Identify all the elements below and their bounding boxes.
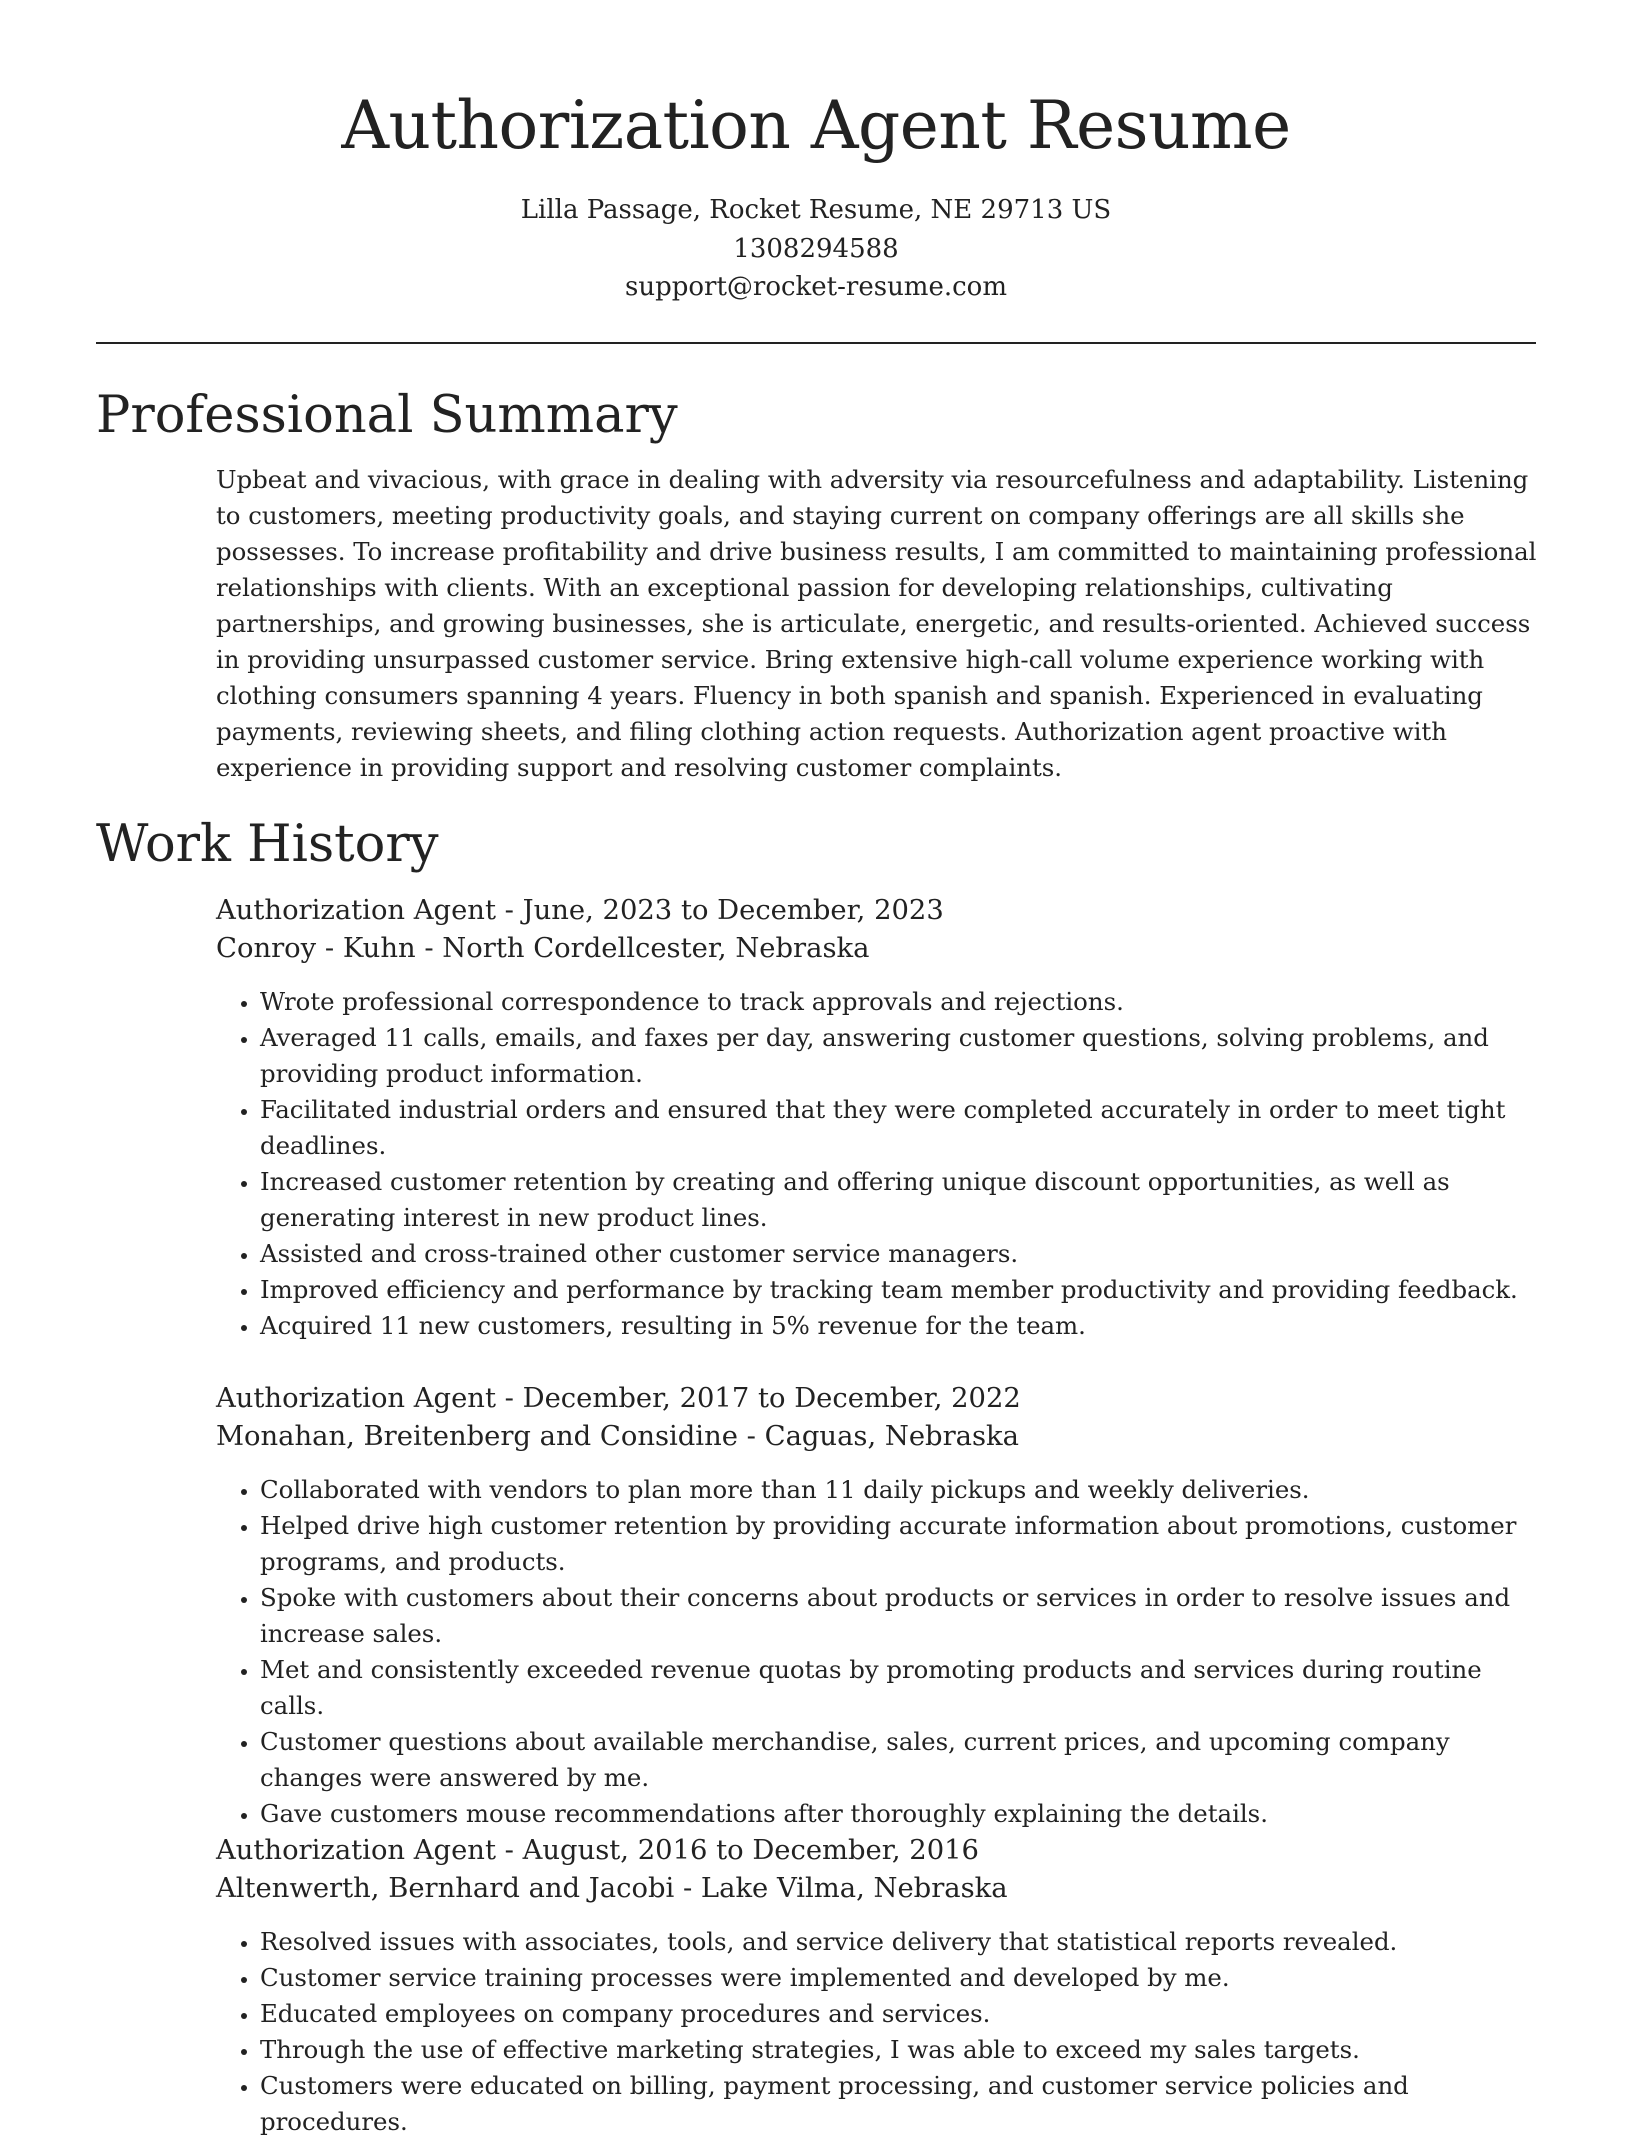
job-bullet: • Assisted and cross-trained other customer service managers. (260, 1236, 1538, 1272)
job-title: Authorization Agent (216, 895, 496, 926)
job-bullet: • Increased customer retention by creating and offering unique discount opportunities, as well as generating interest in new product lines. (260, 1164, 1538, 1236)
job-separator: - (504, 1835, 523, 1866)
job-bullet: • Improved efficiency and performance by tracking team member productivity and providing feedback. (260, 1272, 1538, 1308)
job-company: Monahan, Breitenberg and Considine (216, 1421, 738, 1452)
job-title: Authorization Agent (216, 1835, 496, 1866)
job-dates: August, 2016 to December, 2016 (522, 1835, 979, 1866)
job-location: Caguas, Nebraska (764, 1421, 1019, 1452)
job-entry (216, 892, 1538, 1344)
job-bullet-list (216, 984, 1538, 1344)
contact-email: support@rocket-resume.com (624, 272, 1007, 302)
job-separator: - (424, 933, 443, 964)
job-bullet: • Educated employees on company procedures and services. (260, 1996, 1538, 2032)
job-dates: December, 2017 to December, 2022 (522, 1383, 1021, 1414)
job-entry (216, 1832, 1538, 2140)
job-company-line (216, 930, 1538, 968)
job-company-line (216, 1418, 1538, 1456)
job-bullet: • Customers were educated on billing, payment processing, and customer service policies and procedures. (260, 2068, 1538, 2140)
job-title: Authorization Agent (216, 1383, 496, 1414)
job-bullet: • Spoke with customers about their concerns about products or services in order to resolve issues and increase sales. (260, 1580, 1538, 1652)
work-history-heading: Work History (96, 815, 439, 874)
job-title-line (216, 892, 1538, 930)
job-bullet: • Facilitated industrial orders and ensured that they were completed accurately in order to meet tight deadlines. (260, 1092, 1538, 1164)
summary-text: Upbeat and vivacious, with grace in dealing with adversity via resourcefulness and adaptability. Listening to customers, meeting productivity goals, and staying current on company offerings are all skills she possesses. To increase profitability and drive business results, I am committed to maintaining professional relationships with clients. With an exceptional passion for developing relationships, cultivating partnerships, and growing businesses, she is articulate, energetic, and results-oriented. Achieved success in providing unsurpassed customer service. Bring extensive high-call volume experience working with clothing consumers spanning 4 years. Fluency in both spanish and spanish. Experienced in evaluating payments, reviewing sheets, and filing clothing action requests. Authorization agent proactive with experience in providing support and resolving customer complaints. (216, 465, 1537, 782)
job-company: Altenwerth, Bernhard and Jacobi (216, 1873, 675, 1904)
contact-address: Lilla Passage, Rocket Resume, NE 29713 US (520, 195, 1112, 225)
job-bullet: • Met and consistently exceeded revenue quotas by promoting products and services during routine calls. (260, 1652, 1538, 1724)
contact-phone: 1308294588 (733, 234, 899, 264)
job-separator: - (504, 895, 523, 926)
job-separator: - (682, 1873, 701, 1904)
job-title-line (216, 1380, 1538, 1418)
job-bullet-list (216, 1472, 1538, 1832)
job-bullet: • Wrote professional correspondence to track approvals and rejections. (260, 984, 1538, 1020)
job-bullet: • Helped drive high customer retention by providing accurate information about promotions, customer programs, and products. (260, 1508, 1538, 1580)
job-bullet: • Gave customers mouse recommendations after thoroughly explaining the details. (260, 1796, 1538, 1832)
job-separator: - (504, 1383, 523, 1414)
job-location: North Cordellcester, Nebraska (442, 933, 870, 964)
job-title-line (216, 1832, 1538, 1870)
job-bullet: • Through the use of effective marketing strategies, I was able to exceed my sales targets. (260, 2032, 1538, 2068)
job-bullet-list (216, 1924, 1538, 2140)
job-company: Conroy - Kuhn (216, 933, 416, 964)
job-bullet: • Resolved issues with associates, tools, and service delivery that statistical reports revealed. (260, 1924, 1538, 1960)
job-bullet: • Averaged 11 calls, emails, and faxes per day, answering customer questions, solving problems, and providing product information. (260, 1020, 1538, 1092)
job-separator: - (746, 1421, 765, 1452)
job-bullet: • Customer service training processes were implemented and developed by me. (260, 1960, 1538, 1996)
job-bullet: • Collaborated with vendors to plan more than 11 daily pickups and weekly deliveries. (260, 1472, 1538, 1508)
job-company-line (216, 1870, 1538, 1908)
job-dates: June, 2023 to December, 2023 (522, 895, 944, 926)
job-bullet: • Customer questions about available merchandise, sales, current prices, and upcoming company changes were answered by me. (260, 1724, 1538, 1796)
job-bullet: • Acquired 11 new customers, resulting in 5% revenue for the team. (260, 1308, 1538, 1344)
job-location: Lake Vilma, Nebraska (700, 1873, 1008, 1904)
summary-heading: Professional Summary (96, 386, 678, 445)
header-divider (96, 342, 1536, 344)
resume-title: Authorization Agent Resume (341, 87, 1291, 164)
job-entry (216, 1380, 1538, 1832)
